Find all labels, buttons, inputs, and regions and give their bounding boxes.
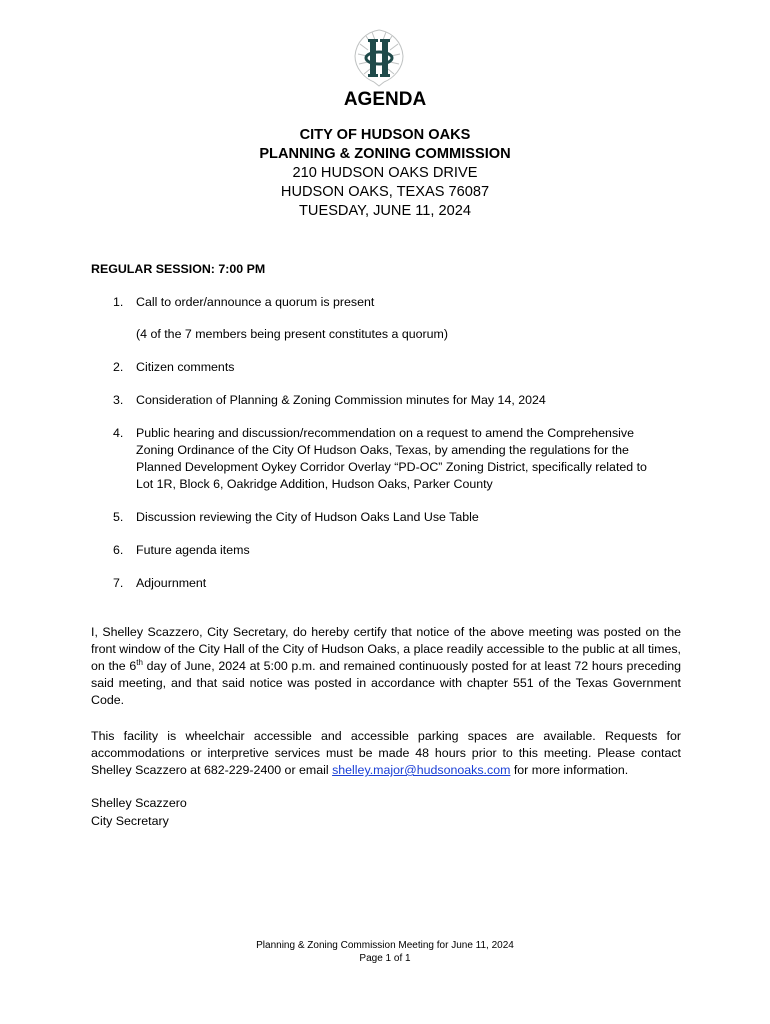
notice-ordinal: th [136, 657, 143, 667]
list-item [91, 359, 661, 376]
address-line: 210 HUDSON OAKS DRIVE [292, 165, 478, 181]
agenda-items [91, 294, 661, 592]
notice-text-1: I, Shelley Scazzero, City Secretary, do hereby certify that notice of the above meeting was posted on the front window of the City Hall of the City of Hudson Oaks, a place readily accessible to the public at all times, on the 6 [91, 625, 681, 673]
access-text-1: This facility is wheelchair accessible and accessible parking spaces are available. Requests for accommodations or interpretive services must be made 48 hours prior to this meeting. Please contact Shelley Scazzero at 682-229-2400 or email [91, 729, 681, 777]
commission-name: PLANNING & ZONING COMMISSION [259, 146, 511, 162]
signer-name: Shelley Scazzero [91, 796, 187, 810]
item-number: 6. [113, 543, 124, 557]
signature-block [91, 795, 187, 830]
accessibility-notice [91, 728, 681, 779]
item-text: Citizen comments [136, 360, 235, 374]
city-state-zip: HUDSON OAKS, TEXAS 76087 [280, 184, 490, 200]
item-number: 3. [113, 393, 124, 407]
item-text: Adjournment [136, 576, 207, 590]
list-item [91, 294, 661, 311]
certification-notice [91, 624, 681, 709]
item-number: 5. [113, 510, 124, 524]
header-block [0, 126, 770, 221]
signer-title: City Secretary [91, 813, 169, 828]
item-text: Future agenda items [136, 543, 250, 557]
item-subnote: (4 of the 7 members being present constitutes a quorum) [136, 327, 448, 341]
list-item [91, 509, 661, 526]
list-item [91, 542, 661, 559]
footer-meeting: Planning & Zoning Commission Meeting for June 11, 2024 [256, 940, 514, 951]
contact-email-link[interactable]: shelley.major@hudsonoaks.com [332, 763, 511, 777]
item-number: 4. [113, 426, 124, 440]
item-number: 2. [113, 360, 124, 374]
item-text: Consideration of Planning & Zoning Commission minutes for May 14, 2024 [136, 393, 546, 407]
item-number: 7. [113, 576, 124, 590]
meeting-date: TUESDAY, JUNE 11, 2024 [299, 203, 471, 219]
agenda-title: AGENDA [343, 89, 427, 110]
page-footer [0, 940, 770, 965]
item-number: 1. [113, 295, 124, 309]
tree-monogram-icon [346, 24, 412, 90]
notice-text-2: day of June, 2024 at 5:00 p.m. and remained continuously posted for at least 72 hours preceding said meeting, and that said notice was posted in accordance with chapter 551 of the Texas Government Code. [91, 659, 681, 707]
list-item [91, 575, 661, 592]
session-heading: REGULAR SESSION: 7:00 PM [91, 262, 266, 276]
access-text-2: for more information. [510, 763, 629, 777]
city-name: CITY OF HUDSON OAKS [299, 127, 471, 143]
item-text: Public hearing and discussion/recommendation on a request to amend the Comprehensive Zoning Ordinance of the City Of Hudson Oaks, Texas, by amending the regulations for the Planned Development Oykey Corridor Overlay “PD-OC” Zoning District, specifically related to Lot 1R, Block 6, Oakridge Addition, Hudson Oaks, Parker County [136, 426, 647, 491]
item-text: Call to order/announce a quorum is present [136, 295, 375, 309]
list-item [91, 392, 661, 409]
hudson-oaks-logo [346, 24, 412, 90]
item-text: Discussion reviewing the City of Hudson Oaks Land Use Table [136, 510, 479, 524]
page-number: Page 1 of 1 [359, 952, 411, 964]
list-item [91, 425, 661, 493]
